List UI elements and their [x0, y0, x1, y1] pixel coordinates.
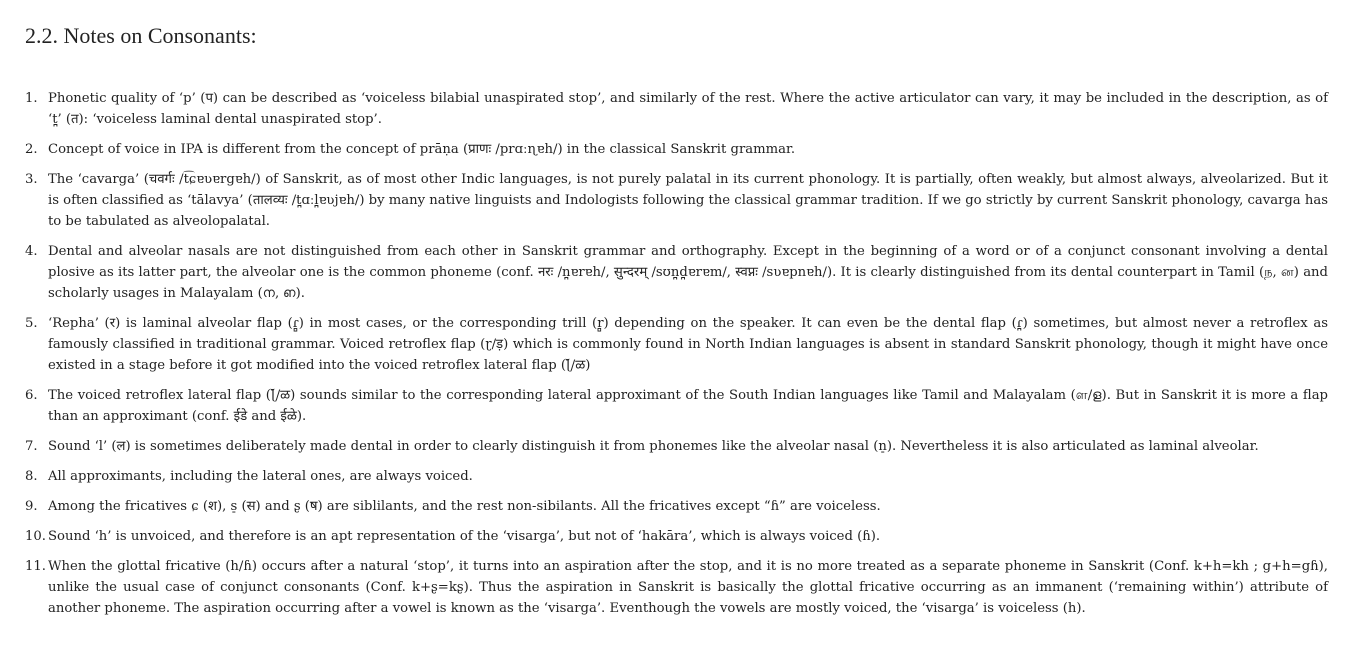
note-number: 10. [25, 529, 46, 544]
note-item [25, 556, 1328, 619]
note-item [25, 241, 1328, 304]
note-item [25, 466, 1328, 487]
note-number: 11. [25, 559, 46, 574]
note-number: 2. [25, 142, 38, 157]
note-item [25, 313, 1328, 376]
note-text: The voiced retroflex lateral flap (ɭ̆/ळ) sounds similar to the corresponding lateral approximant of the South Indian languages like Tamil and Malayalam (ள/ള). But in Sanskrit it is more a flap than an approximant (conf. ईडे and ईळे). [48, 388, 1328, 424]
section-heading: 2.2. Notes on Consonants: [25, 23, 257, 48]
note-text: When the glottal fricative (h/ɦ) occurs after a natural ‘stop’, it turns into an aspiration after the stop, and it is no more treated as a separate phoneme in Sanskrit (Conf. k+h=kh ; g+h=gɦ), unlike the usual case of conjunct consonants (Conf. k+ʂ=kʂ). Thus the aspiration in Sanskrit is basically the glottal fricative occurring as an immanent (‘remaining within’) attribute of another phoneme. The aspiration occurring after a vowel is known as the ‘visarga’. Eventhough the vowels are mostly voiced, the ‘visarga’ is voiceless (h). [48, 559, 1328, 616]
note-number: 6. [25, 388, 38, 403]
note-item [25, 496, 1328, 517]
note-item [25, 169, 1328, 232]
note-item [25, 526, 1328, 547]
note-number: 1. [25, 91, 38, 106]
note-item [25, 385, 1328, 427]
note-text: Sound ‘h’ is unvoiced, and therefore is an apt representation of the ‘visarga’, but not of ‘hakāra’, which is always voiced (ɦ). [48, 529, 881, 544]
note-text: All approximants, including the lateral ones, are always voiced. [48, 469, 473, 484]
note-number: 9. [25, 499, 38, 514]
note-text: Phonetic quality of ‘p’ (प) can be described as ‘voiceless bilabial unaspirated stop’, and similarly of the rest. Where the active articulator can vary, it may be included in the description, as of ‘t̪’ (त): ‘voiceless laminal dental unaspirated stop’. [48, 91, 1328, 127]
note-text: Dental and alveolar nasals are not distinguished from each other in Sanskrit grammar and orthography. Except in the beginning of a word or of a conjunct consonant involving a dental plosive as its latter part, the alveolar one is the common phoneme (conf. नरः /n̪ɐrɐh/, सुन्दरम् /sʊn̪d̪ɐrɐm/, स्वप्नः /sʋɐpnɐh/). It is clearly distinguished from its dental counterpart in Tamil (ந, ன) and scholarly usages in Malayalam (ന, ഩ). [48, 244, 1328, 301]
note-item [25, 436, 1328, 457]
note-text: ‘Repha’ (र) is laminal alveolar flap (ɾ̻) in most cases, or the corresponding trill (r̻) depending on the speaker. It can even be the dental flap (ɾ̪) sometimes, but almost never a retroflex as famously classified in traditional grammar. Voiced retroflex flap (ɽ/ड़) which is commonly found in North Indian languages is absent in standard Sanskrit phonology, though it might have once existed in a stage before it got modified into the voiced retroflex lateral flap (ɭ̆/ळ) [48, 316, 1329, 373]
note-text: Sound ‘l’ (ल) is sometimes deliberately made dental in order to clearly distinguish it from phonemes like the alveolar nasal (n̠). Nevertheless it is also articulated as laminal alveolar. [48, 439, 1259, 454]
note-text: Concept of voice in IPA is different from the concept of prāṇa (प्राणः /prɑːɳɐh/) in the classical Sanskrit grammar. [48, 142, 796, 157]
note-text: Among the fricatives ɕ (श), s̠ (स) and ʂ (ष) are siblilants, and the rest non-sibilants. All the fricatives except “ɦ” are voiceless. [48, 499, 881, 514]
note-text: The ‘cavarga’ (चवर्गः /t͡ɕɐʋɐrgɐh/) of Sanskrit, as of most other Indic languages, is not purely palatal in its current phonology. It is partially, often weakly, but almost always, alveolarized. But it is often classified as ‘tālavya’ (तालव्यः /t̪ɑːl̪ɐʋjɐh/) by many native linguists and Indologists following the classical grammar tradition. If we go strictly by current Sanskrit phonology, cavarga has to be tabulated as alveolopalatal. [48, 172, 1328, 229]
note-number: 7. [25, 439, 38, 454]
note-number: 5. [25, 316, 38, 331]
notes-list [25, 88, 1328, 619]
note-item [25, 139, 1328, 160]
note-number: 4. [25, 244, 38, 259]
note-number: 3. [25, 172, 38, 187]
note-item [25, 88, 1328, 130]
note-number: 8. [25, 469, 38, 484]
